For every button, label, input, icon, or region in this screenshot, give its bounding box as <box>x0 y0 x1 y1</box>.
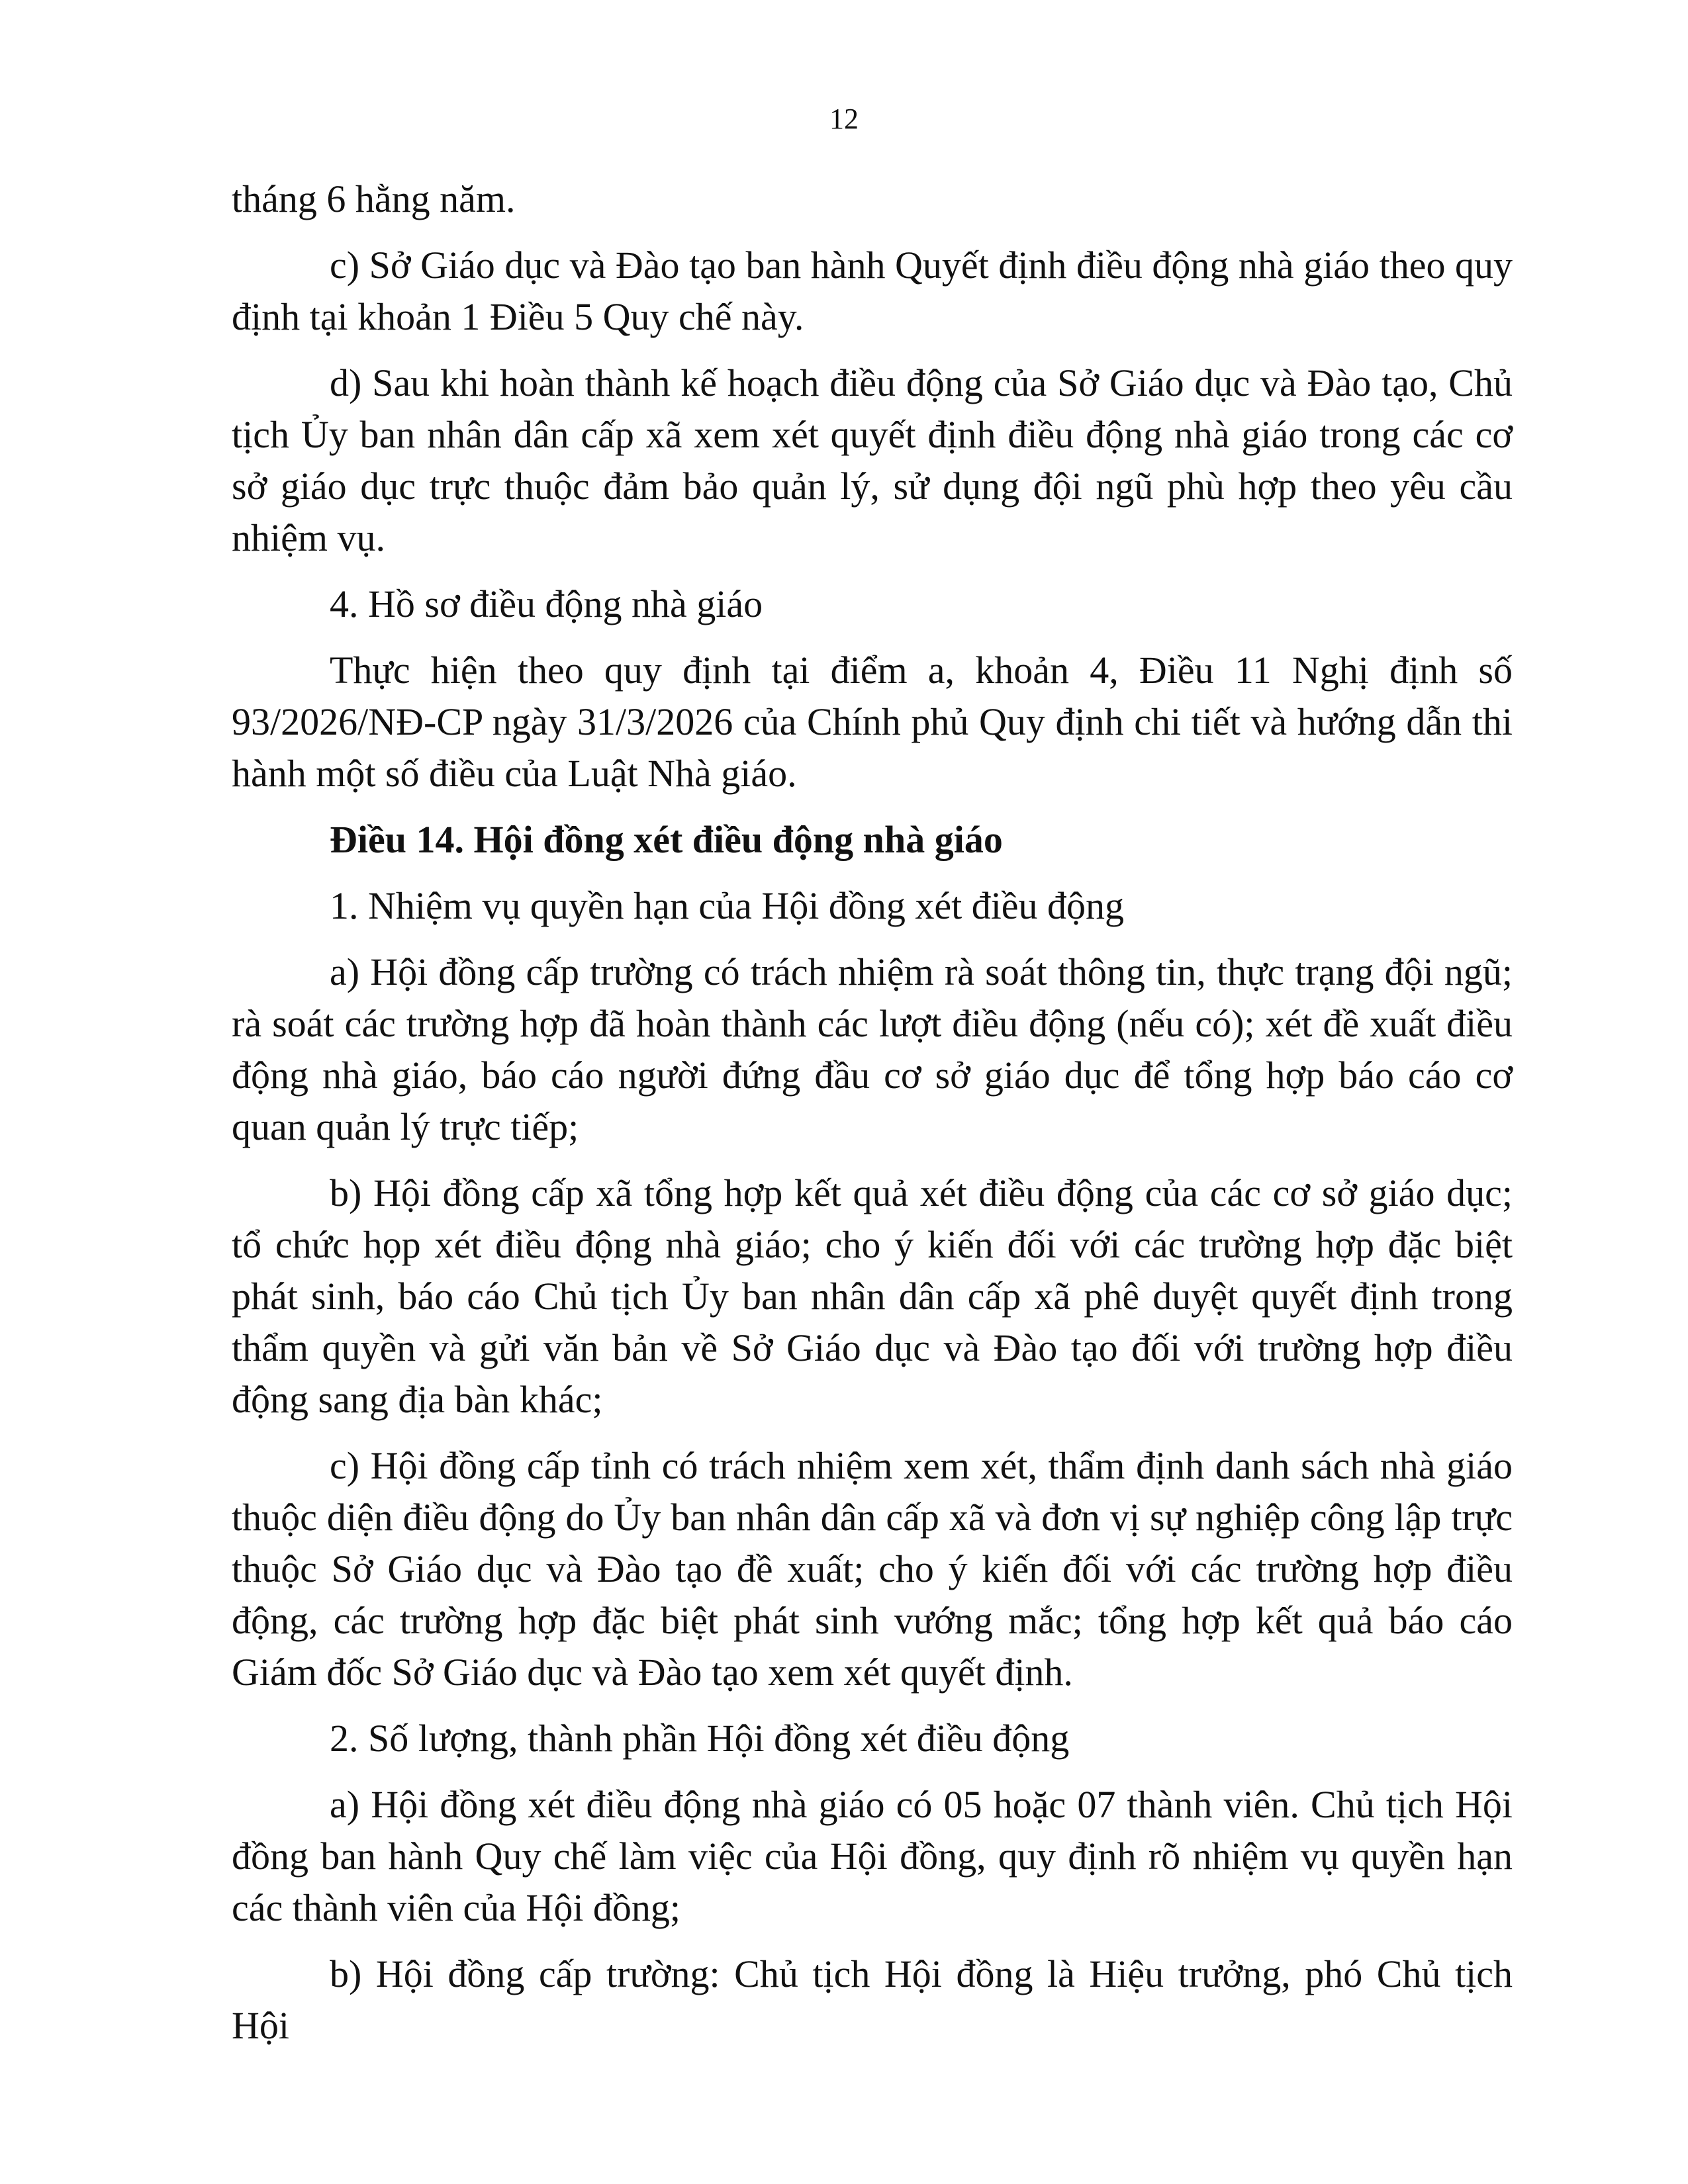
paragraph-clause-1a: a) Hội đồng cấp trường có trách nhiệm rà soát thông tin, thực trạng đội ngũ; rà soát các trường hợp đã hoàn thành các lượt điều động (nếu có); xét đề xuất điều động nhà giáo, báo cáo người đứng đầu cơ sở giáo dục để tổng hợp báo cáo cơ quan quản lý trực tiếp; <box>232 950 1513 1148</box>
article-14-heading: Điều 14. Hội đồng xét điều động nhà giáo <box>330 818 1003 861</box>
paragraph-clause-1b: b) Hội đồng cấp xã tổng hợp kết quả xét điều động của các cơ sở giáo dục; tổ chức họp xét điều động nhà giáo; cho ý kiến đối với các trường hợp đặc biệt phát sinh, báo cáo Chủ tịch Ủy ban nhân dân cấp xã phê duyệt quyết định trong thẩm quyền và gửi văn bản về Sở Giáo dục và Đào tạo đối với trường hợp điều động sang địa bàn khác; <box>232 1171 1513 1421</box>
paragraph-clause-1: 1. Nhiệm vụ quyền hạn của Hội đồng xét điều động <box>330 884 1125 927</box>
document-body <box>232 173 1513 2066</box>
paragraph-item-d: d) Sau khi hoàn thành kế hoạch điều động của Sở Giáo dục và Đào tạo, Chủ tịch Ủy ban nhân dân cấp xã xem xét quyết định điều động nhà giáo trong các cơ sở giáo dục trực thuộc đảm bảo quản lý, sử dụng đội ngũ phù hợp theo yêu cầu nhiệm vụ. <box>232 361 1513 559</box>
paragraph-clause-2b: b) Hội đồng cấp trường: Chủ tịch Hội đồng là Hiệu trưởng, phó Chủ tịch Hội <box>232 1952 1513 2047</box>
paragraph-clause-2: 2. Số lượng, thành phần Hội đồng xét điều động <box>330 1717 1070 1760</box>
paragraph-clause-2a: a) Hội đồng xét điều động nhà giáo có 05 hoặc 07 thành viên. Chủ tịch Hội đồng ban hành Quy chế làm việc của Hội đồng, quy định rõ nhiệm vụ quyền hạn các thành viên của Hội đồng; <box>232 1783 1513 1929</box>
page-number: 12 <box>829 103 859 135</box>
paragraph-continuation: tháng 6 hằng năm. <box>232 177 516 220</box>
paragraph-item-c: c) Sở Giáo dục và Đào tạo ban hành Quyết định điều động nhà giáo theo quy định tại khoản 1 Điều 5 Quy chế này. <box>232 244 1513 338</box>
paragraph-section-4: 4. Hồ sơ điều động nhà giáo <box>330 582 763 625</box>
paragraph-section-4-body: Thực hiện theo quy định tại điểm a, khoản 4, Điều 11 Nghị định số 93/2026/NĐ-CP ngày 31/3/2026 của Chính phủ Quy định chi tiết và hướng dẫn thi hành một số điều của Luật Nhà giáo. <box>232 649 1513 795</box>
paragraph-clause-1c: c) Hội đồng cấp tỉnh có trách nhiệm xem xét, thẩm định danh sách nhà giáo thuộc diện điều động do Ủy ban nhân dân cấp xã và đơn vị sự nghiệp công lập trực thuộc Sở Giáo dục và Đào tạo đề xuất; cho ý kiến đối với các trường hợp điều động, các trường hợp đặc biệt phát sinh vướng mắc; tổng hợp kết quả báo cáo Giám đốc Sở Giáo dục và Đào tạo xem xét quyết định. <box>232 1444 1513 1694</box>
